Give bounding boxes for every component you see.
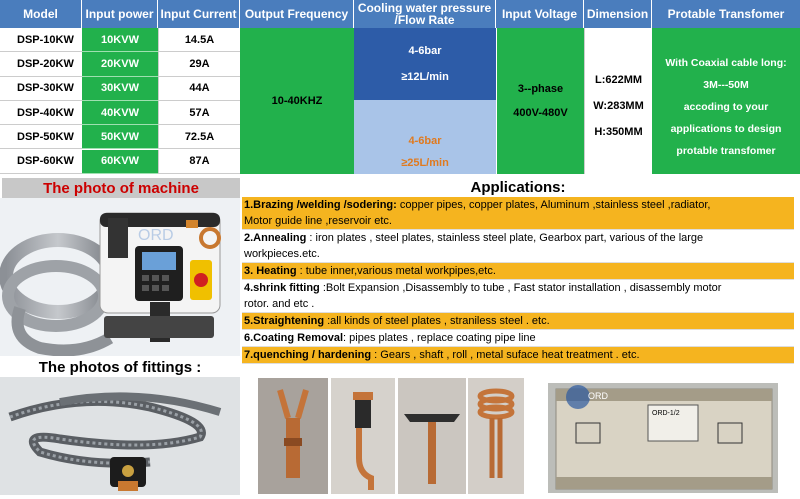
application-text-2: Motor guide line ,reservoir etc. [244, 215, 392, 227]
fitting-photo-3 [398, 378, 466, 494]
header-input-current: Input Current [158, 0, 240, 28]
box-brand: ORD [588, 391, 608, 401]
application-text-2: rotor. and etc . [244, 298, 315, 310]
cooling-small-pressure: 4-6bar [408, 45, 442, 57]
transformer-line: applications to design [670, 123, 782, 135]
application-1 [242, 197, 794, 230]
row-model: DSP-50KW [0, 125, 82, 149]
transformer-cell [652, 28, 800, 174]
machine-photo [0, 198, 240, 356]
application-6 [242, 330, 794, 347]
row-model: DSP-10KW [0, 28, 82, 52]
application-label: 7.quenching / hardening [244, 349, 372, 361]
spec-table [0, 0, 800, 176]
voltage-cell [496, 28, 584, 174]
application-2 [242, 230, 794, 263]
fitting-photo-2 [331, 378, 395, 494]
row-power: 10KVW [82, 28, 158, 52]
voltage-line1: 3--phase [517, 83, 564, 95]
packing-box-illustration [548, 383, 778, 493]
application-text-2: workpieces.etc. [244, 248, 320, 260]
voltage-line2: 400V-480V [513, 107, 568, 119]
row-current: 14.5A [158, 28, 240, 52]
application-text: : tube inner,various metal workpipes,etc. [296, 265, 496, 277]
header-input-power: Input power [82, 0, 158, 28]
transformer-line: accoding to your [683, 101, 769, 113]
row-power: 40KVW [82, 101, 158, 125]
application-5 [242, 313, 794, 330]
row-model: DSP-60KW [0, 150, 82, 174]
photo-machine-banner: The photo of machine [2, 178, 240, 198]
application-label: 5.Straightening [244, 315, 325, 327]
header-model: Model [0, 0, 82, 28]
row-power: 20KVW [82, 52, 158, 76]
row-model: DSP-40KW [0, 101, 82, 125]
transformer-line: With Coaxial cable long: [665, 57, 787, 69]
dimension-w: W:283MM [593, 100, 644, 112]
application-label: 1.Brazing /welding /sodering: [244, 199, 397, 211]
transformer-line: 3M---50M [703, 79, 749, 91]
row-power: 30KVW [82, 77, 158, 101]
coaxial-cable-illustration [0, 377, 240, 495]
header-dimension: Dimension [584, 0, 652, 28]
header-output-frequency: Output Frequency [240, 0, 354, 28]
cooling-small-cell [354, 28, 496, 100]
row-current: 29A [158, 52, 240, 76]
induction-machine-illustration [0, 198, 240, 356]
coil-fork-illustration [258, 378, 328, 494]
application-label: 4.shrink fitting [244, 282, 320, 294]
row-model: DSP-20KW [0, 52, 82, 76]
row-current: 44A [158, 77, 240, 101]
fittings-title: The photos of fittings : [0, 357, 240, 377]
row-current: 57A [158, 101, 240, 125]
application-label: 6.Coating Removal [244, 332, 344, 344]
cooling-large-pressure: 4-6bar [408, 135, 442, 147]
dimension-h: H:350MM [594, 126, 643, 138]
dimension-cell [584, 28, 652, 174]
application-text: : pipes plates , replace coating pipe line [343, 332, 536, 344]
application-7 [242, 347, 794, 364]
row-current: 87A [158, 150, 240, 174]
application-3 [242, 263, 794, 280]
application-label: 2.Annealing [244, 232, 307, 244]
application-label: 3. Heating [244, 265, 297, 277]
row-model: DSP-30KW [0, 77, 82, 101]
row-power: 50KVW [82, 125, 158, 149]
application-text: :Bolt Expansion ,Disassembly to tube , Fast stator installation , disassembly motor [319, 282, 722, 294]
box-label: ORD-1/2 [652, 410, 680, 417]
application-text: copper pipes, copper plates, Aluminum ,stainless steel ,radiator, [396, 199, 711, 211]
fitting-photo-1 [258, 378, 328, 494]
header-cooling: Cooling water pressure /Flow Rate [354, 0, 496, 28]
packing-box-photo [548, 383, 778, 493]
coil-plate-illustration [398, 378, 466, 494]
row-power: 60KVW [82, 150, 158, 174]
application-4 [242, 280, 794, 313]
transformer-line: protable transfomer [676, 145, 776, 157]
applications-title: Applications: [470, 178, 566, 196]
cooling-large-flow: ≥25L/min [401, 157, 449, 169]
header-transformer: Protable Transfomer [652, 0, 800, 28]
machine-brand: ORD [138, 227, 174, 244]
application-text: :all kinds of steel plates , straniless steel . etc. [324, 315, 550, 327]
fitting-photo-4 [468, 378, 524, 494]
application-text: : iron plates , steel plates, stainless steel plate, Gearbox part, various of the large [306, 232, 704, 244]
coil-block-illustration [331, 378, 395, 494]
coil-spiral-illustration [468, 378, 524, 494]
dimension-l: L:622MM [594, 74, 643, 86]
row-current: 72.5A [158, 125, 240, 149]
cable-photo [0, 377, 240, 495]
header-input-voltage: Input Voltage [496, 0, 584, 28]
cooling-small-flow: ≥12L/min [401, 71, 449, 83]
frequency-cell: 10-40KHZ [240, 28, 354, 174]
cooling-large-cell [354, 100, 496, 174]
application-text: : Gears , shaft , roll , metal suface heat treatment . etc. [371, 349, 640, 361]
